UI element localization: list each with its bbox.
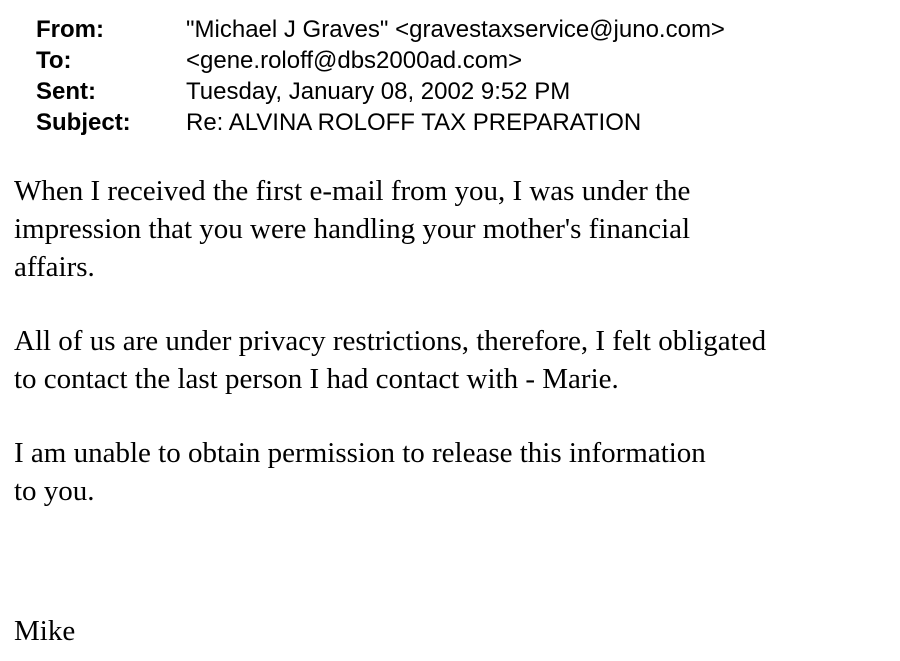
to-row <box>36 45 886 76</box>
from-value: "Michael J Graves" <gravestaxservice@juno.com> <box>186 16 725 43</box>
email-header <box>36 14 886 138</box>
sent-value: Tuesday, January 08, 2002 9:52 PM <box>186 78 571 105</box>
body-paragraph-2 <box>14 322 894 398</box>
body-line: affairs. <box>14 251 95 283</box>
body-paragraph-3 <box>14 434 894 510</box>
sent-label: Sent: <box>36 78 96 105</box>
subject-label: Subject: <box>36 109 131 136</box>
body-line: I am unable to obtain permission to release this information <box>14 437 706 469</box>
from-row <box>36 14 886 45</box>
signature: Mike <box>14 615 76 647</box>
email-body <box>14 172 894 546</box>
from-label: From: <box>36 16 104 43</box>
body-line: All of us are under privacy restrictions, therefore, I felt obligated <box>14 325 767 357</box>
sent-row <box>36 76 886 107</box>
body-line: impression that you were handling your mother's financial <box>14 213 691 245</box>
body-line: When I received the first e-mail from you, I was under the <box>14 175 691 207</box>
subject-row <box>36 107 886 138</box>
body-paragraph-1 <box>14 172 894 286</box>
to-value: <gene.roloff@dbs2000ad.com> <box>186 47 523 74</box>
subject-value: Re: ALVINA ROLOFF TAX PREPARATION <box>186 109 642 136</box>
body-line: to contact the last person I had contact with - Marie. <box>14 363 619 395</box>
to-label: To: <box>36 47 72 74</box>
body-line: to you. <box>14 475 95 507</box>
